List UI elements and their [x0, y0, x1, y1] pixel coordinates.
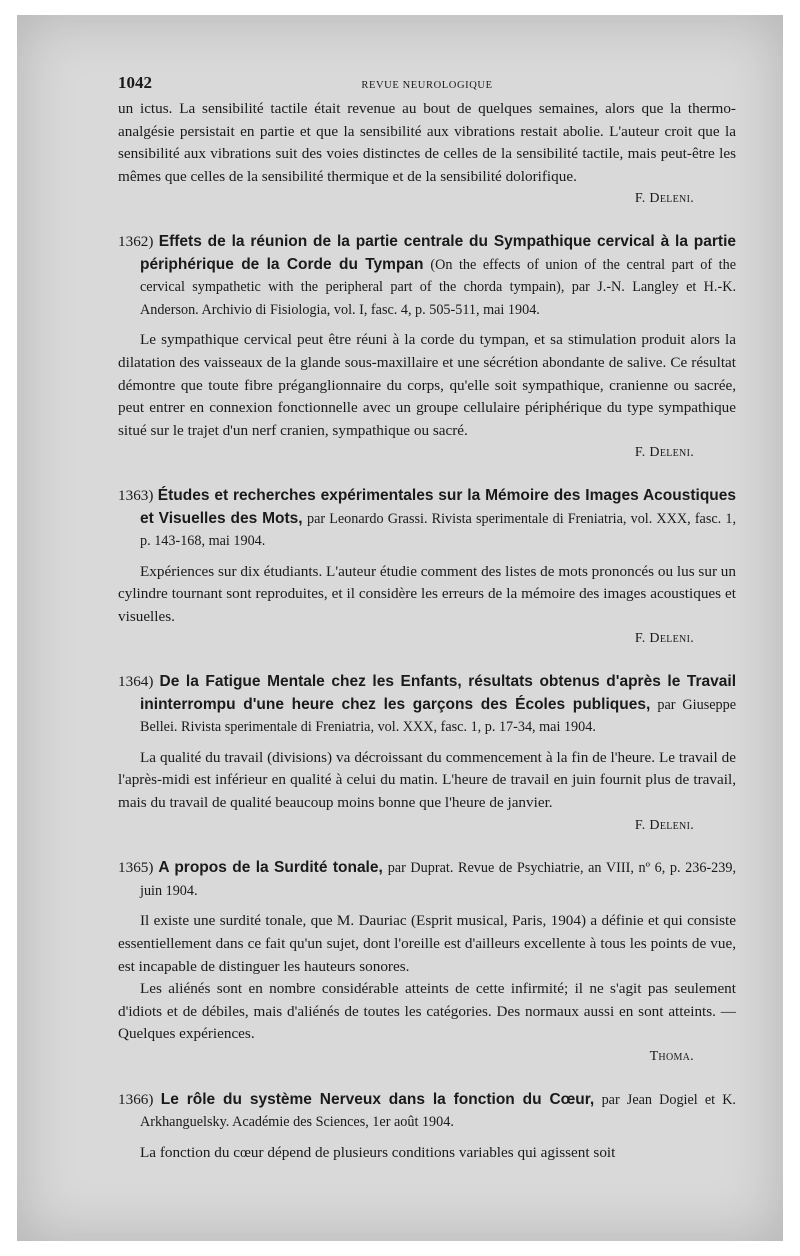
entry-signature: F. Deleni. [634, 631, 694, 647]
continued-signature: F. Deleni. [634, 191, 694, 207]
entry-title: De la Fatigue Mentale chez les Enfants, résultats obtenus d'après le Travail ininterrompu d'une heure chez les garçons des Écoles publiques, [140, 673, 737, 713]
abstract-entry-1364 [118, 671, 736, 837]
entry-heading [118, 857, 736, 902]
entry-paragraph: Il existe une surdité tonale, que M. Dauriac (Esprit musical, Paris, 1904) a définie et qui consiste essentiellement dans ce fait qu'un sujet, dont l'oreille est d'ailleurs excellente à tous les points de vue, est incapable de distinguer les hauteurs sonores. [118, 912, 736, 975]
entry-title: Effets de la réunion de la partie centrale du Sympathique cervical à la partie périphérique de la Corde du Tympan [140, 232, 736, 273]
entry-heading [118, 1089, 736, 1134]
entry-paragraph: Le sympathique cervical peut être réuni à la corde du tympan, et sa stimulation produit alors la dilatation des vaisseaux de la glande sous-maxillaire et une sécrétion abondante de salive. Ce résultat démontre que toute fibre préganglionnaire du corps, qu'elle soit sympathique, cranienne ou sacrée, peut entrer en connexion fonctionnelle avec un groupe cellulaire périphérique du type sympathique situé sur le trajet d'un nerf cranien, sympathique ou sacré. [118, 331, 736, 439]
entry-title: Études et recherches expérimentales sur la Mémoire des Images Acoustiques et Visuelles des Mots, [140, 486, 736, 527]
page-number: 1042 [118, 73, 152, 92]
abstract-entry-1363 [118, 485, 736, 651]
entry-heading [118, 231, 736, 321]
entry-reference: par Duprat. Revue de Psychiatrie, an VIII, nº 6, p. 236-239, juin 1904. [140, 860, 737, 899]
abstract-entry-1365 [118, 857, 736, 1068]
entry-number: 1364) [118, 673, 154, 691]
entry-reference: par Jean Dogiel et K. Arkhanguelsky. Académie des Sciences, 1er août 1904. [140, 1091, 736, 1131]
entry-number: 1362) [118, 232, 154, 250]
entry-reference: (On the effects of union of the central part of the cervical sympathetic with the peripheral part of the chorda tympain), par J.-N. Langley et H.-K. Anderson. Archivio di Fisiologia, vol. I, fasc. 4, p. 505-511, mai 1904. [140, 256, 737, 318]
entry-heading [118, 485, 736, 553]
abstract-entry-1362 [118, 231, 736, 465]
entry-reference: par Giuseppe Bellei. Rivista sperimentale di Freniatria, vol. XXX, fasc. 1, p. 17-34, mai 1904. [140, 696, 737, 736]
entry-number: 1366) [118, 1090, 154, 1108]
entry-paragraph: Les aliénés sont en nombre considérable atteints de cette infirmité; il ne s'agit pas seulement d'idiots et de débiles, mais d'aliénés de toutes les catégories. Des normaux aussi en sont atteints. — Quelques expériences. [118, 980, 736, 1043]
journal-page [118, 72, 736, 1164]
entry-paragraph: La fonction du cœur dépend de plusieurs conditions variables qui agissent soit [140, 1143, 616, 1161]
entry-signature: F. Deleni. [634, 445, 694, 461]
entry-paragraph: La qualité du travail (divisions) va décroissant du commencement à la fin de l'heure. Le travail de l'après-midi est inférieur en qualité à celui du matin. L'heure de travail en juin fournit plus de travail, mais du travail de qualité beaucoup moins bonne que l'heure de janvier. [118, 748, 736, 812]
entry-number: 1365) [118, 859, 154, 877]
entry-number: 1363) [118, 486, 154, 504]
entry-signature: Thoma. [649, 1048, 694, 1064]
entry-title: A propos de la Surdité tonale, [158, 859, 383, 877]
journal-title: REVUE NEUROLOGIQUE [361, 80, 493, 91]
continued-text: un ictus. La sensibilité tactile était revenue au bout de quelques semaines, alors que la thermo-analgésie persistait en partie et que la sensibilité aux vibrations restait abolie. L'auteur croit que la sensibilité aux vibrations suit des voies distinctes de celles de la sensibilité tactile, mais peut-être les mêmes que celles de la sensibilité thermique et de la sensibilité dolorifique. [118, 100, 736, 185]
running-header [118, 72, 736, 98]
entry-signature: F. Deleni. [634, 817, 694, 833]
entry-reference: par Leonardo Grassi. Rivista sperimentale di Freniatria, vol. XXX, fasc. 1, p. 143-168, mai 1904. [140, 510, 736, 550]
abstract-entry-1366 [118, 1089, 736, 1165]
entry-heading [118, 671, 736, 739]
entry-title: Le rôle du système Nerveux dans la fonction du Cœur, [160, 1090, 595, 1108]
entry-paragraph: Expériences sur dix étudiants. L'auteur étudie comment des listes de mots prononcés ou lus sur un cylindre tournant sont reproduites, et il considère les erreurs de la mémoire des images acoustiques et visuelles. [118, 562, 736, 625]
